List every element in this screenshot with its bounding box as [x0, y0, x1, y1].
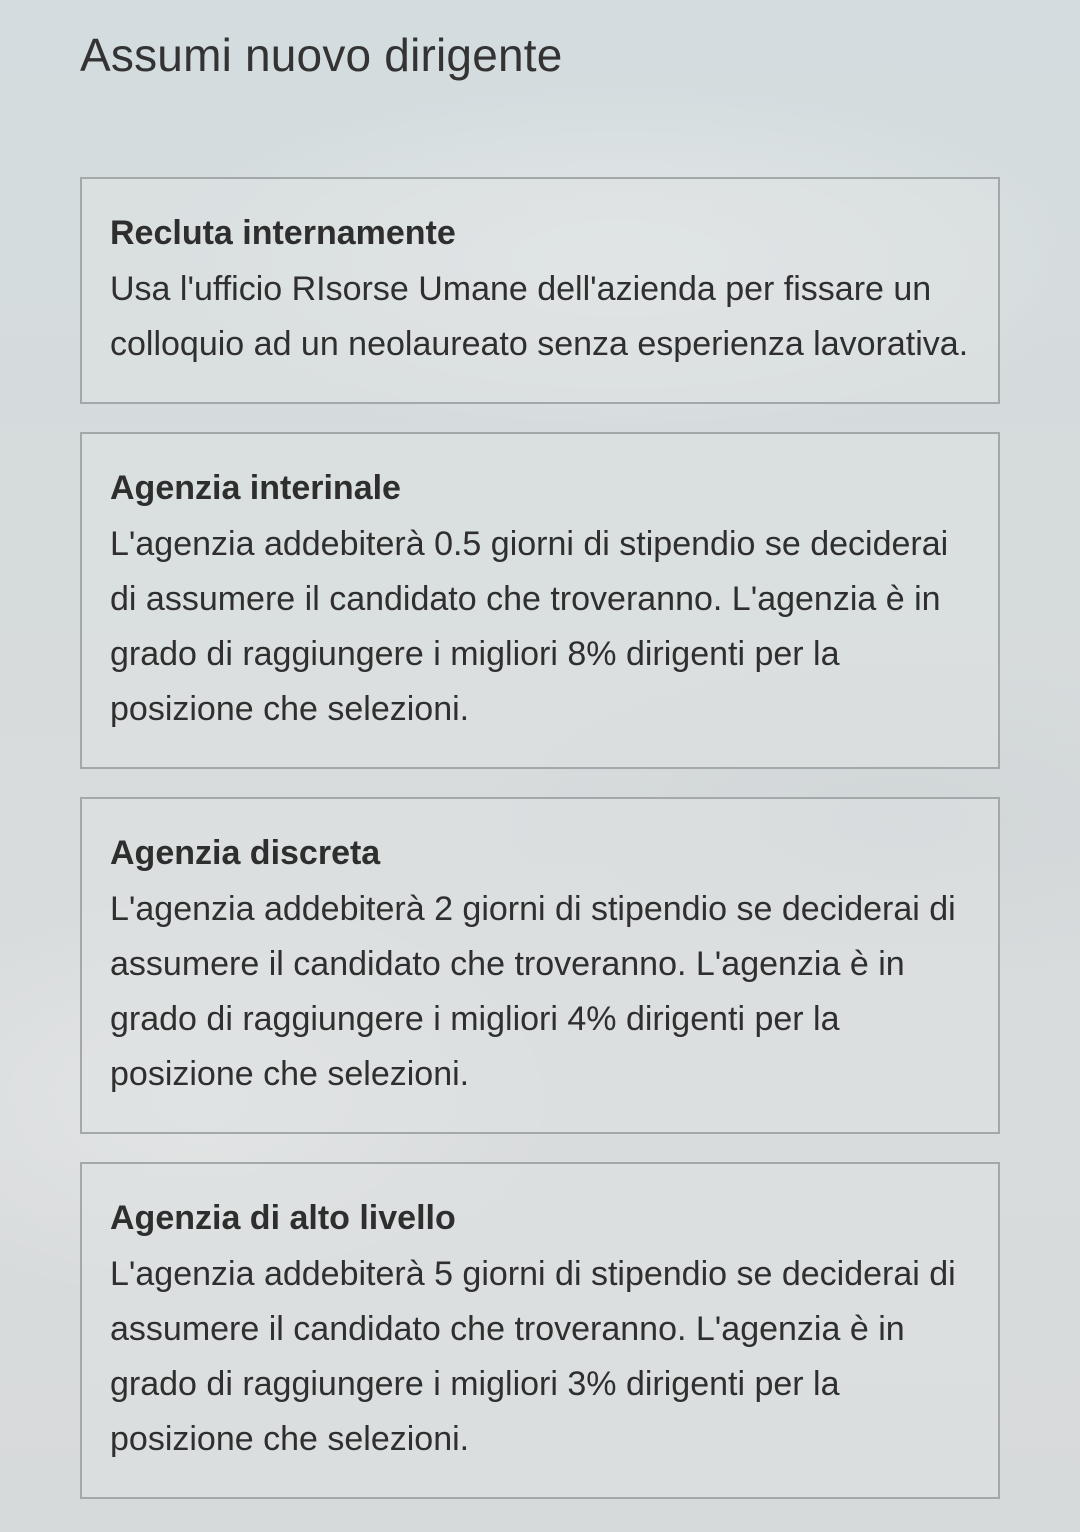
- option-title: Agenzia interinale: [110, 469, 401, 507]
- option-description: Usa l'ufficio RIsorse Umane dell'azienda per fissare un colloquio ad un neolaureato senza esperienza lavorativa.: [110, 270, 969, 363]
- option-title: Agenzia discreta: [110, 834, 381, 872]
- option-high-level-agency[interactable]: [80, 1162, 1000, 1499]
- page-title: Assumi nuovo dirigente: [80, 29, 563, 81]
- option-description: L'agenzia addebiterà 2 giorni di stipendio se deciderai di assumere il candidato che troveranno. L'agenzia è in grado di raggiungere i migliori 4% dirigenti per la posizione che selezioni.: [110, 890, 956, 1093]
- option-recruit-internally[interactable]: [80, 177, 1000, 404]
- option-temp-agency[interactable]: [80, 432, 1000, 769]
- option-description: L'agenzia addebiterà 5 giorni di stipendio se deciderai di assumere il candidato che troveranno. L'agenzia è in grado di raggiungere i migliori 3% dirigenti per la posizione che selezioni.: [110, 1255, 956, 1458]
- option-title: Agenzia di alto livello: [110, 1199, 456, 1237]
- option-title: Recluta internamente: [110, 214, 456, 252]
- option-description: L'agenzia addebiterà 0.5 giorni di stipendio se deciderai di assumere il candidato che troveranno. L'agenzia è in grado di raggiungere i migliori 8% dirigenti per la posizione che selezioni.: [110, 525, 949, 728]
- hiring-options-list: [80, 177, 1000, 1527]
- option-discreet-agency[interactable]: [80, 797, 1000, 1134]
